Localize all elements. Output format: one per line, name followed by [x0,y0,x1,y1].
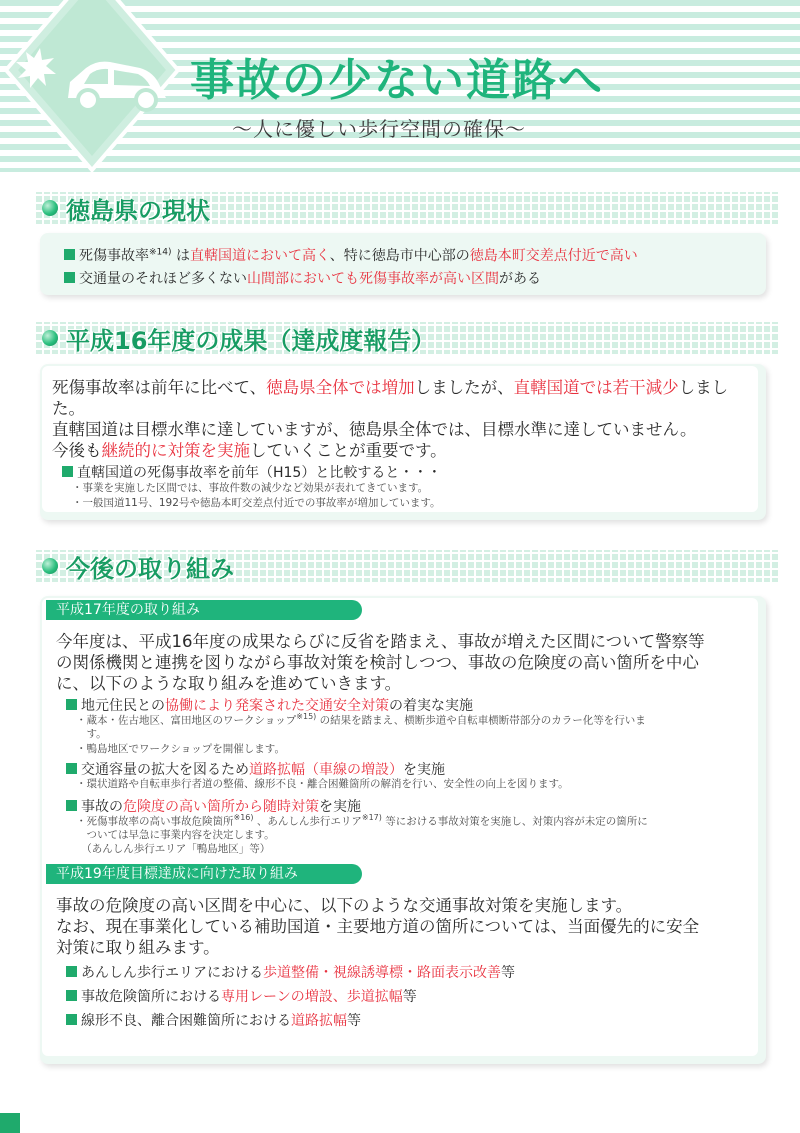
heading-bullet-icon [42,558,58,574]
square-bullet-icon [66,800,77,811]
square-bullet-icon [62,466,73,477]
square-bullet-icon [66,699,77,710]
square-bullet-icon [64,272,75,283]
plan2-intro: 対策に取り組みます。 [56,938,220,957]
plan2-item: あんしん歩行エリアにおける歩道整備・視線誘導標・路面表示改善等 [66,962,515,982]
plan-note: ・死傷事故率の高い事故危険箇所$^{※16)}$ 、あんしん歩行エリア$^{※17)}$ 等における事故対策を実施し、対策内容が未定の箇所に [76,813,648,828]
plan-item-hazard: 事故の危険度の高い箇所から随時対策を実施 [66,796,361,816]
plan2-intro: 事故の危険度の高い区間を中心に、以下のような交通事故対策を実施します。 [56,896,633,915]
page-subtitle: 〜人に優しい歩行空間の確保〜 [232,117,526,141]
plan2-intro: なお、現在事業化している補助国道・主要地方道の箇所については、当面優先的に安全 [56,917,700,936]
square-bullet-icon [66,966,77,977]
plan-note: ついては早急に事業内容を決定します。 [76,829,275,841]
results-sub-heading: 直轄国道の死傷事故率を前年（H15）と比較すると・・・ [62,462,441,482]
plan-note: ・環状道路や自転車歩行者道の整備、線形不良・離合困難箇所の解消を行い、安全性の向上を図ります。 [76,778,569,790]
section-heading-current-status [36,188,780,228]
plan-item-cooperation: 地元住民との協働により発案された交通安全対策の着実な実施 [66,695,473,715]
plan-intro: に、以下のような取り組みを進めていきます。 [56,674,402,693]
results-paragraph-3: 今後も継続的に対策を実施していくことが重要です。 [52,441,447,460]
plan-intro: の関係機関と連携を図りながら事故対策を検討しつつ、事故の危険度の高い箇所を中心 [56,653,699,672]
plan-item-widening: 交通容量の拡大を図るため道路拡幅（車線の増設）を実施 [66,759,445,779]
plan-2005-label: 平成17年度の取り組み [46,600,362,620]
results-paragraph-cont: た。 [52,399,85,418]
plan-note: （あんしん歩行エリア「鴨島地区」等） [76,843,271,855]
heading-bullet-icon [42,200,58,216]
header-logo [0,0,190,172]
results-note: ・一般国道11号、192号や徳島本町交差点付近での事故率が増加しています。 [72,497,441,509]
section-heading-future [36,546,780,586]
section-heading-label: 徳島県の現状 [66,197,210,225]
section-heading-results [36,318,780,358]
list-item: 死傷事故率$^{※14)}$ は直轄国道において高く、特に徳島市中心部の徳島本町交差点付近で高い [64,245,638,265]
future-panel [40,596,766,1064]
footer-marker [0,1113,20,1133]
plan-note: ・鴨島地区でワークショップを開催します。 [76,743,285,755]
page-title: 事故の少ない道路へ [190,55,604,106]
plan-note: ・蔵本・佐古地区、富田地区のワークショップ$^{※15)}$ の結果を踏まえ、横断歩道や自転車横断帯部分のカラー化等を行いま [76,712,646,727]
plan-2007-label: 平成19年度目標達成に向けた取り組み [46,864,362,884]
square-bullet-icon [64,249,75,260]
plan-intro: 今年度は、平成16年度の成果ならびに反省を踏まえ、事故が増えた区間について警察等 [56,632,705,651]
section-heading-label: 平成16年度の成果（達成度報告） [66,327,436,355]
square-bullet-icon [66,990,77,1001]
section-heading-label: 今後の取り組み [66,555,234,583]
current-status-panel [40,233,766,295]
results-paragraph: 死傷事故率は前年に比べて、徳島県全体では増加しましたが、直轄国道では若干減少しまし [52,378,729,397]
plan-note: す。 [76,728,107,740]
plan2-item: 線形不良、離合困難箇所における道路拡幅等 [66,1010,361,1030]
results-panel [40,364,766,520]
results-paragraph-2: 直轄国道は目標水準に達していますが、徳島県全体では、目標水準に達していません。 [52,420,697,439]
heading-bullet-icon [42,330,58,346]
list-item: 交通量のそれほど多くない山間部においても死傷事故率が高い区間がある [64,268,541,288]
car-crash-diamond-icon [0,0,190,172]
plan2-item: 事故危険箇所における専用レーンの増設、歩道拡幅等 [66,986,417,1006]
results-note: ・事業を実施した区間では、事故件数の減少など効果が表れてきています。 [72,482,429,494]
square-bullet-icon [66,763,77,774]
square-bullet-icon [66,1014,77,1025]
